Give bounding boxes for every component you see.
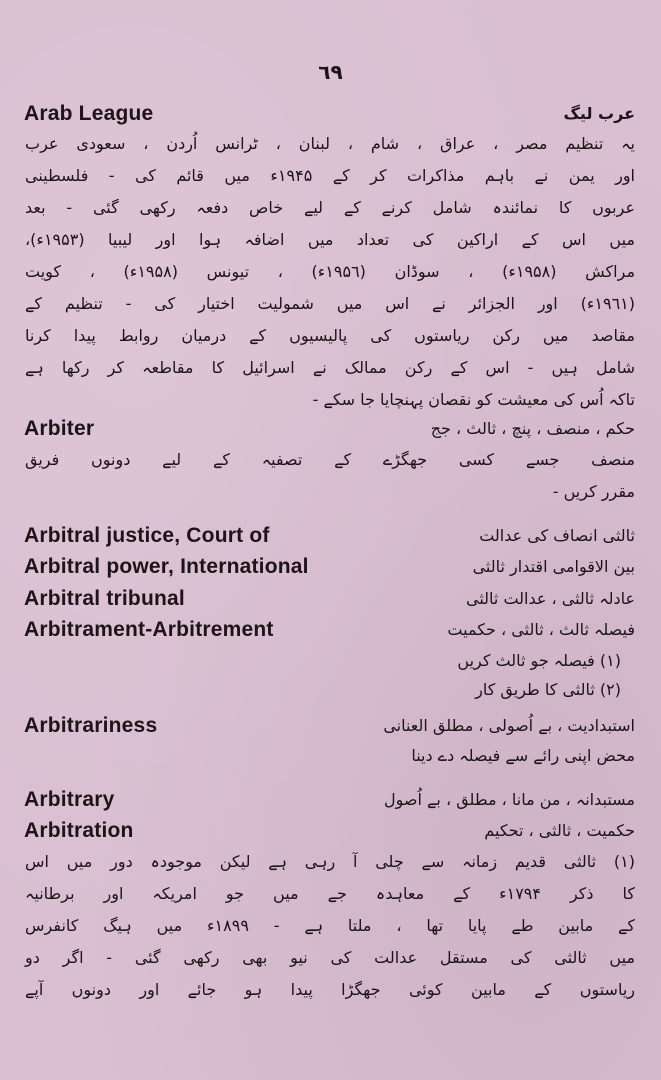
entry-headword-arbiter: حکم ، منصف ، پنچ ، ثالث ، جج (430, 419, 635, 438)
body-line: منصف جسے کسی جھگڑے کے تصفیہ کے لیے دونوں فریق (25, 450, 635, 469)
body-line: (۱۹٦۱ء) اور الجزائر نے اس میں شمولیت اختیار کی - تنظیم کے (25, 294, 635, 313)
entry-headword-arbitral-power: بین الاقوامی اقتدار ثالثی (472, 557, 635, 576)
entry-headword-arab-league: عرب لیگ (563, 104, 635, 123)
entry-senses-arbitrament (457, 646, 621, 704)
body-line: مراکش (۱۹۵۸ء) ، سوڈان (۱۹۵٦ء) ، تیونس (۱۹۵۸ء) ، کویت (25, 262, 636, 281)
entry-term-arbitral-justice: Arbitral justice, Court of (24, 524, 270, 547)
entry-term-arbiter: Arbiter (24, 417, 95, 440)
body-line: مقرر کریں - (552, 482, 635, 501)
entry-term-arbitral-tribunal: Arbitral tribunal (24, 587, 185, 610)
page-number: ٦٩ (318, 60, 343, 84)
entry-body-arbiter (25, 444, 635, 508)
entry-term-arab-league: Arab League (24, 102, 154, 125)
body-line: میں اس کے اراکین کی تعداد میں اضافہ ہوا اور لیبیا (۱۹۵۳ء)، (25, 230, 635, 249)
body-line: عربوں کا نمائندہ شامل کرنے کے لیے خاص دفعہ رکھی گئی - بعد (25, 198, 635, 217)
body-line: ریاستوں کے مابین کوئی جھگڑا پیدا ہو جائے اور دونوں آپے (25, 980, 635, 999)
body-line: یہ تنظیم مصر ، عراق ، شام ، لبنان ، ٹرانس اُردن ، سعودی عرب (25, 134, 635, 153)
entry-term-arbitrariness: Arbitrariness (24, 714, 158, 737)
entry-body-arab-league (25, 128, 635, 416)
entry-body-arbitrariness (25, 740, 635, 772)
entry-term-arbitral-power: Arbitral power, International (24, 555, 309, 578)
body-line: محض اپنی رائے سے فیصلہ دے دینا (411, 746, 635, 765)
body-line: میں ثالثی کی مستقل عدالت کی نیو بھی رکھی گئی - اگر دو (25, 948, 635, 967)
sense-item: (۲) ثالثی کا طریق کار (475, 680, 621, 699)
body-line: شامل ہیں - اس کے رکن ممالک نے اسرائیل کا مقاطعہ کر رکھا ہے (25, 358, 635, 377)
entry-headword-arbitrament: فیصلہ ثالث ، ثالثی ، حکمیت (447, 620, 635, 639)
entry-headword-arbitrary: مستبدانہ ، من مانا ، مطلق ، بے اُصول (384, 790, 635, 809)
entry-headword-arbitration: حکمیت ، ثالثی ، تحکیم (484, 821, 635, 840)
body-line: (۱) ثالثی قدیم زمانہ سے چلی آ رہی ہے لیکن موجودہ دور میں اس (25, 852, 635, 871)
entry-body-arbitration (25, 846, 635, 1006)
entry-headword-arbitral-justice: ثالثی انصاف کی عدالت (479, 526, 635, 545)
body-line: کا ذکر ۱۷۹۴ء کے معاہدہ جے میں جو امریکہ اور برطانیہ (25, 884, 636, 903)
body-line: کے مابین طے پایا تھا ، ملتا ہے - ۱۸۹۹ء میں ہیگ کانفرس (25, 916, 636, 935)
body-line: مقاصد میں رکن ریاستوں کی پالیسیوں کے درمیان روابط پیدا کرنا (25, 326, 635, 345)
entry-headword-arbitral-tribunal: عادلہ ثالثی ، عدالت ثالثی (465, 589, 635, 608)
entry-term-arbitration: Arbitration (24, 819, 134, 842)
sense-item: (۱) فیصلہ جو ثالث کریں (457, 651, 621, 670)
entry-term-arbitrament: Arbitrament-Arbitrement (24, 618, 274, 641)
body-line: اور یمن نے باہم مذاکرات کر کے ۱۹۴۵ء میں قائم کی - فلسطینی (25, 166, 635, 185)
entry-term-arbitrary: Arbitrary (24, 788, 115, 811)
body-line: تاکہ اُس کی معیشت کو نقصان پہنچایا جا سکے - (312, 390, 635, 409)
entry-headword-arbitrariness: استبدادیت ، بے اُصولی ، مطلق العنانی (383, 716, 635, 735)
